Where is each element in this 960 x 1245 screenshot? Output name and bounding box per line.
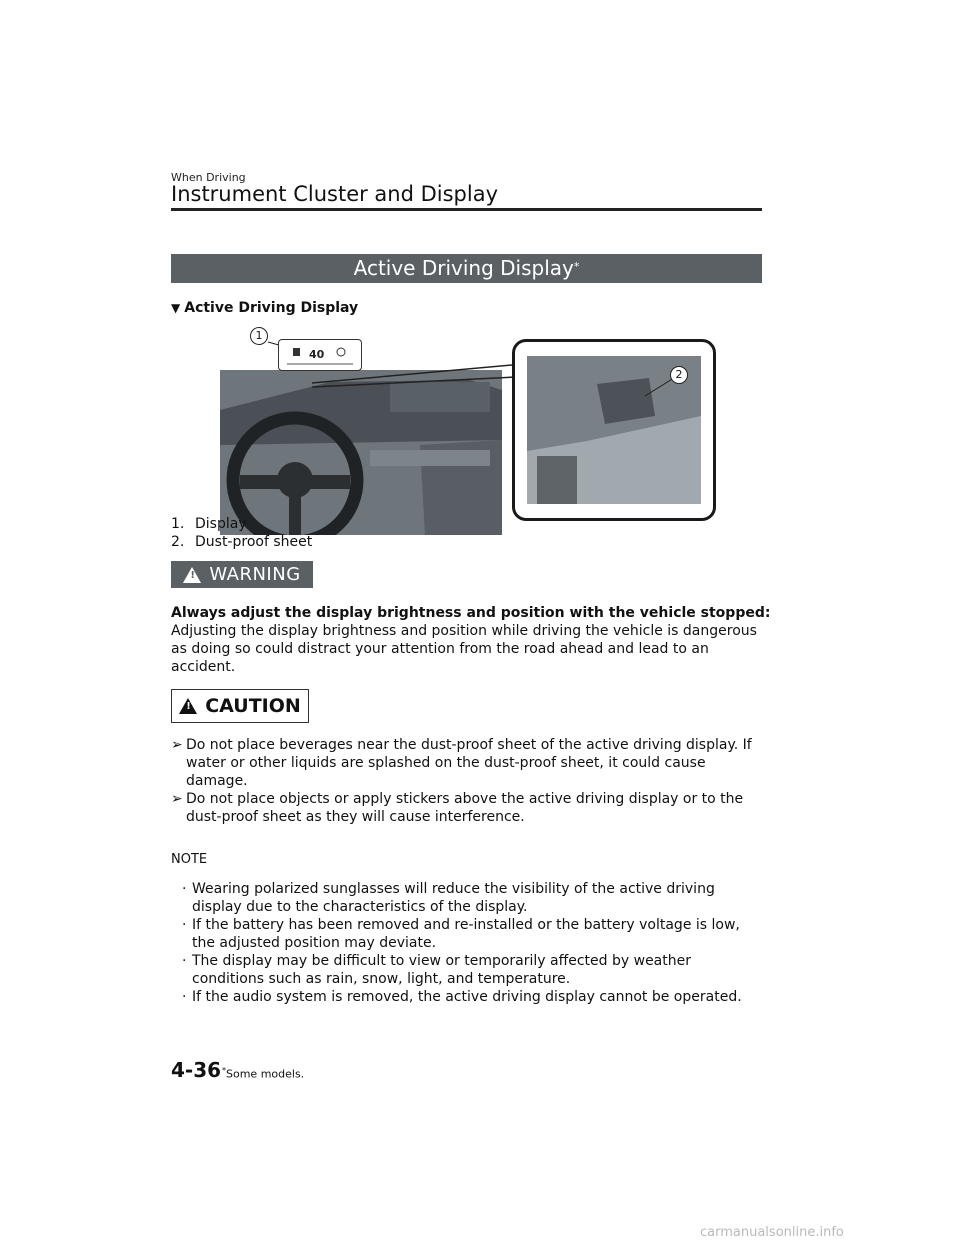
- footnote: [222, 1066, 304, 1081]
- topic-banner: [171, 254, 762, 283]
- list-item: [182, 988, 762, 1006]
- bullet-icon: ·: [182, 989, 187, 1005]
- dust-proof-sheet-closeup: [512, 339, 716, 521]
- banner-title: Active Driving Display: [353, 256, 574, 280]
- page-number: 4-36: [171, 1058, 222, 1082]
- list-number: 2.: [171, 534, 185, 550]
- warning-badge: [171, 561, 313, 588]
- arrow-right-icon: ➢: [171, 737, 183, 753]
- callout-2: 2: [670, 366, 688, 384]
- bullet-icon: ·: [182, 917, 187, 933]
- footnote-mark: *: [222, 1066, 226, 1075]
- subsection-heading-text: Active Driving Display: [184, 300, 359, 316]
- banner-asterisk: *: [573, 260, 580, 273]
- header-divider: [171, 208, 762, 211]
- note-text: If the audio system is removed, the active driving display cannot be operated.: [192, 989, 742, 1005]
- site-watermark: carmanualsonline.info: [700, 1225, 844, 1240]
- bullet-icon: ·: [182, 953, 187, 969]
- warning-triangle-icon: !: [183, 567, 201, 583]
- caution-triangle-icon: !: [179, 698, 197, 714]
- bullet-icon: ·: [182, 881, 187, 897]
- note-list: [182, 880, 762, 1006]
- caution-text: Do not place objects or apply stickers above the active driving display or to the dust-proof sheet as they will cause interference.: [186, 791, 744, 825]
- list-item: [182, 880, 762, 916]
- chapter-label: When Driving: [171, 171, 246, 184]
- list-item: [171, 736, 771, 790]
- list-number: 1.: [171, 516, 185, 532]
- caution-badge-text: CAUTION: [205, 695, 301, 717]
- head-up-display-panel: [278, 339, 362, 371]
- list-item: [171, 515, 312, 533]
- list-label: Display: [195, 516, 247, 532]
- footnote-text: Some models.: [226, 1067, 305, 1081]
- list-item: [171, 533, 312, 551]
- arrow-right-icon: ➢: [171, 791, 183, 807]
- callout-1: 1: [250, 327, 268, 345]
- hud-graphic: [279, 340, 361, 370]
- caution-text: Do not place beverages near the dust-proof sheet of the active driving display. If water or other liquids are splashed on the dust-proof sheet, it could cause damage.: [186, 737, 752, 789]
- hud-speed-value: 40: [309, 348, 325, 361]
- list-label: Dust-proof sheet: [195, 534, 313, 550]
- caution-badge: [171, 689, 309, 723]
- subsection-heading: [171, 300, 358, 316]
- note-text: The display may be difficult to view or temporarily affected by weather conditions such as rain, snow, light, and temperature.: [192, 953, 691, 987]
- note-text: If the battery has been removed and re-installed or the battery voltage is low, the adjusted position may deviate.: [192, 917, 740, 951]
- section-title: Instrument Cluster and Display: [171, 182, 499, 206]
- parts-list: [171, 515, 312, 551]
- caution-list: [171, 736, 771, 826]
- warning-badge-text: WARNING: [209, 564, 301, 585]
- warning-heading: Always adjust the display brightness and position with the vehicle stopped:: [171, 605, 771, 621]
- list-item: [182, 916, 762, 952]
- note-label: NOTE: [171, 852, 208, 867]
- note-text: Wearing polarized sunglasses will reduce the visibility of the active driving display due to the characteristics of the display.: [192, 881, 715, 915]
- triangle-down-icon: ▼: [171, 301, 181, 315]
- list-item: [171, 790, 771, 826]
- list-item: [182, 952, 762, 988]
- dashboard-illustration: [200, 325, 720, 520]
- warning-body: Adjusting the display brightness and position while driving the vehicle is dangerous as doing so could distract your attention from the road ahead and lead to an accident.: [171, 623, 757, 675]
